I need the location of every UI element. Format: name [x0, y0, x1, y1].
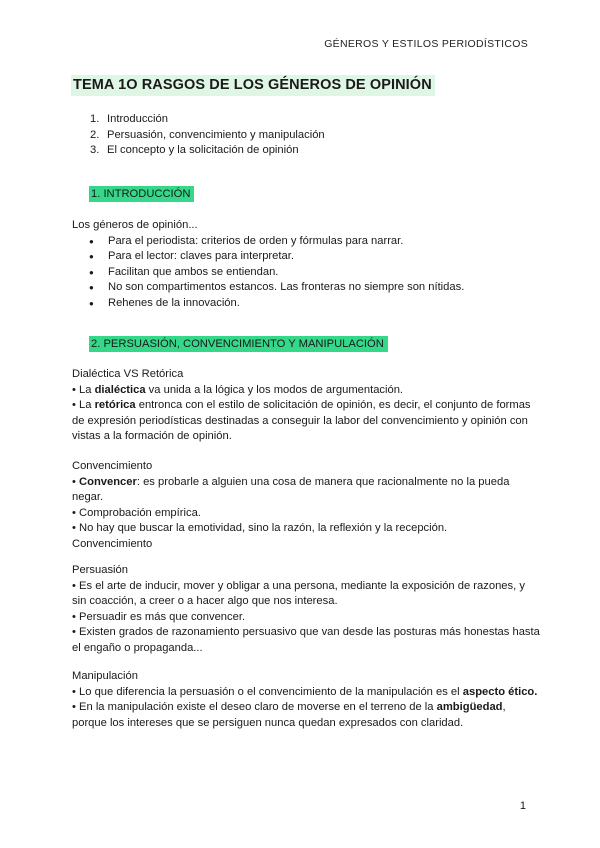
- paragraph: • Persuadir es más que convencer.: [72, 610, 246, 623]
- page-number: 1: [519, 800, 526, 812]
- paragraph: • La retórica entronca con el estilo de solicitación de opinión, es decir, el conjunto de formas de expresión periodísticas destinadas a conseguir la labor del convencimiento y opinión con vistas a la formación de opinión.: [72, 399, 531, 443]
- toc-item: 3. El concepto y la solicitación de opinión: [90, 144, 299, 156]
- list-item: ● Para el periodista: criterios de orden y fórmulas para narrar.: [72, 234, 542, 250]
- running-header: GÉNEROS Y ESTILOS PERIODÍSTICOS: [324, 38, 528, 50]
- paragraph: • Lo que diferencia la persuasión o el convencimiento de la manipulación es el aspecto ético.: [72, 685, 538, 698]
- section-introduccion: [72, 218, 542, 312]
- page-title: TEMA 1O RASGOS DE LOS GÉNEROS DE OPINIÓN: [71, 75, 435, 96]
- paragraph: • Es el arte de inducir, mover y obligar a una persona, mediante la exposición de razones, y sin coacción, a creer o a hacer algo que nos interesa.: [72, 579, 525, 608]
- subsection-manipulacion: [72, 669, 542, 731]
- list-item: ● No son compartimentos estancos. Las fronteras no siempre son nítidas.: [72, 280, 542, 296]
- paragraph: • Existen grados de razonamiento persuasivo que van desde las posturas más honestas hasta el engaño o propaganda...: [72, 626, 540, 654]
- subsection-dialectica: [72, 367, 542, 445]
- list-item: ● Para el lector: claves para interpretar.: [72, 249, 542, 265]
- paragraph: • La dialéctica va unida a la lógica y los modos de argumentación.: [72, 383, 404, 396]
- bullet-list: [72, 234, 542, 312]
- paragraph: • Convencer: es probarle a alguien una cosa de manera que racionalmente no la pueda negar.: [72, 475, 510, 504]
- subsection-persuasion: [72, 563, 542, 657]
- subsection-title: Dialéctica VS Retórica: [72, 368, 184, 380]
- section-heading-introduccion: 1. INTRODUCCIÓN: [89, 186, 194, 202]
- intro-text: Los géneros de opinión...: [72, 219, 198, 231]
- table-of-contents: [90, 112, 325, 159]
- list-item: ● Facilitan que ambos se entiendan.: [72, 265, 542, 281]
- list-item: ● Rehenes de la innovación.: [72, 296, 542, 312]
- subsection-title: Persuasión: [72, 564, 128, 576]
- paragraph: • Comprobación empírica.: [72, 506, 201, 519]
- subsection-convencimiento: [72, 459, 542, 553]
- paragraph: • No hay que buscar la emotividad, sino la razón, la reflexión y la recepción.: [72, 522, 448, 535]
- section-heading-persuasion: 2. PERSUASIÓN, CONVENCIMIENTO Y MANIPULACIÓN: [89, 336, 388, 352]
- toc-item: 1. Introducción: [90, 113, 168, 125]
- subsection-title: Manipulación: [72, 670, 138, 682]
- toc-item: 2. Persuasión, convencimiento y manipulación: [90, 128, 325, 141]
- paragraph: • En la manipulación existe el deseo claro de moverse en el terreno de la ambigüedad, porque los intereses que se persiguen nunca quedan expresados con claridad.: [72, 701, 506, 729]
- paragraph: Convencimiento: [72, 537, 153, 550]
- subsection-title: Convencimiento: [72, 460, 153, 472]
